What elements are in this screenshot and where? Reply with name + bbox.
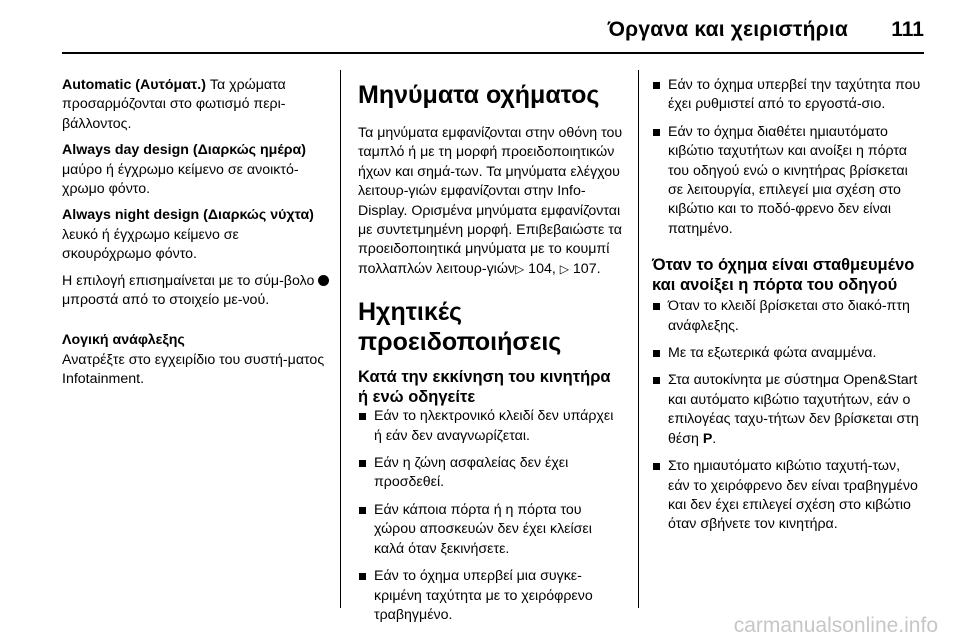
text-selection-b: μπροστά από το στοιχείο με-νού. xyxy=(62,292,270,309)
list-item: Εάν το όχημα υπερβεί την ταχύτητα που έχει ρυθμιστεί από το εργοστά-σιο. xyxy=(652,76,924,115)
text-night-design: λευκό ή έγχρωμο κείμενο σε σκουρόχρωμο φόντο. xyxy=(62,226,239,263)
term-automatic: Automatic (Αυτόματ.) xyxy=(62,77,206,93)
watermark: carmanualsonline.info xyxy=(733,614,938,637)
selected-dot-icon xyxy=(318,275,329,286)
bullet-square-icon xyxy=(653,377,660,384)
list-item: Εάν η ζώνη ασφαλείας δεν έχει προσδεθεί. xyxy=(358,454,624,493)
bullet-square-icon xyxy=(359,460,366,467)
text-automatic: Τα χρώματα προσαρμόζονται στο φωτισμό περι-βάλλοντος. xyxy=(62,77,286,132)
paragraph-day-design xyxy=(62,141,330,199)
text-selection-a: Η επιλογή επισημαίνεται με το σύμ-βολο xyxy=(62,272,319,289)
heading-vehicle-messages: Μηνύματα οχήματος xyxy=(358,81,600,109)
warning-list xyxy=(358,407,624,625)
heading-ignition-logic: Λογική ανάφλεξης xyxy=(62,332,185,349)
bullet-square-icon xyxy=(359,507,366,514)
page-ref-2: 107. xyxy=(568,260,601,277)
paragraph-messages xyxy=(358,124,624,279)
list-item: Εάν κάποια πόρτα ή η πόρτα του χώρου αποσκευών δεν έχει κλείσει καλά όταν ξεκινήσετε. xyxy=(358,501,624,559)
bullet-square-icon xyxy=(359,573,366,580)
bullet-square-icon xyxy=(653,350,660,357)
bullet-square-icon xyxy=(359,413,366,420)
column-middle xyxy=(358,80,624,633)
column-right xyxy=(652,76,924,543)
reference-arrow-icon: ▷ xyxy=(559,261,569,276)
gear-position-p: P xyxy=(702,430,713,447)
bullet-square-icon xyxy=(653,303,660,310)
reference-arrow-icon: ▷ xyxy=(515,261,525,276)
list-item: Εάν το ηλεκτρονικό κλειδί δεν υπάρχει ή εάν δεν αναγνωρίζεται. xyxy=(358,407,624,446)
heading-parked-door-open: Όταν το όχημα είναι σταθμευμένο και ανοίξει η πόρτα του οδηγού xyxy=(652,256,915,295)
page-number: 111 xyxy=(891,18,924,41)
bullet-square-icon xyxy=(653,129,660,136)
term-day-design: Always day design (Διαρκώς ημέρα) xyxy=(62,142,306,159)
text-messages: Τα μηνύματα εμφανίζονται στην οθόνη του ταμπλό ή με τη μορφή προειδοποιητικών ήχων και σημά-των. Τα μηνύματα ελέγχου λειτουρ-γιών εμφανίζονται στην Info-Display. Ορισμένα μηνύματα εμφανίζονται με συντετμημένη μορφή. Επιβεβαιώστε τα προειδοποιητικά μηνύματα με το κουμπί πολλαπλών λειτουρ-γιών xyxy=(358,125,623,277)
column-divider xyxy=(340,70,341,608)
list-item: Με τα εξωτερικά φώτα αναμμένα. xyxy=(652,344,924,363)
bullet-square-icon xyxy=(653,82,660,89)
list-item: Εάν το όχημα υπερβεί μια συγκε-κριμένη ταχύτητα με το χειρόφρενο τραβηγμένο. xyxy=(358,567,624,625)
parked-warning-list xyxy=(652,297,924,534)
paragraph-night-design xyxy=(62,206,330,264)
list-item: Στα αυτοκίνητα με σύστημα Open&Start και αυτόματο κιβώτιο ταχυτήτων, εάν ο επιλογέας ταχυ-τήτων δεν βρίσκεται στη θέση P. xyxy=(652,371,924,449)
heading-audible-warnings: Ηχητικές προειδοποιήσεις xyxy=(358,298,562,357)
text-day-design: μαύρο ή έγχρωμο κείμενο σε ανοικτό-χρωμο φόντο. xyxy=(62,161,299,198)
paragraph-automatic xyxy=(62,76,330,134)
column-divider xyxy=(638,70,639,608)
page-header-title: Όργανα και χειριστήρια xyxy=(607,18,848,41)
heading-engine-start: Κατά την εκκίνηση του κινητήρα ή ενώ οδηγείτε xyxy=(358,368,611,407)
list-item: Εάν το όχημα διαθέτει ημιαυτόματο κιβώτιο ταχυτήτων και ανοίξει η πόρτα του οδηγού ενώ ο κινητήρας βρίσκεται σε λειτουργία, επιλεγεί μια σχέση στο κιβώτιο και το ποδό-φρενο δεν είναι πατημένο. xyxy=(652,123,924,239)
column-left xyxy=(62,76,330,397)
list-item: Στο ημιαυτόματο κιβώτιο ταχυτή-των, εάν το χειρόφρενο δεν είναι τραβηγμένο και δεν έχει επιλεγεί σχέση στο κιβώτιο όταν σβήνετε τον κινητήρα. xyxy=(652,457,924,535)
header-rule xyxy=(62,52,924,54)
page-ref-1: 104, xyxy=(524,260,560,277)
paragraph-infotainment: Ανατρέξτε στο εγχειρίδιο του συστή-ματος Infotainment. xyxy=(62,351,325,388)
paragraph-selection xyxy=(62,272,330,311)
list-item: Όταν το κλειδί βρίσκεται στο διακό-πτη ανάφλεξης. xyxy=(652,297,924,336)
term-night-design: Always night design (Διαρκώς νύχτα) xyxy=(62,207,314,224)
bullet-square-icon xyxy=(653,463,660,470)
speed-warning-list xyxy=(652,76,924,239)
